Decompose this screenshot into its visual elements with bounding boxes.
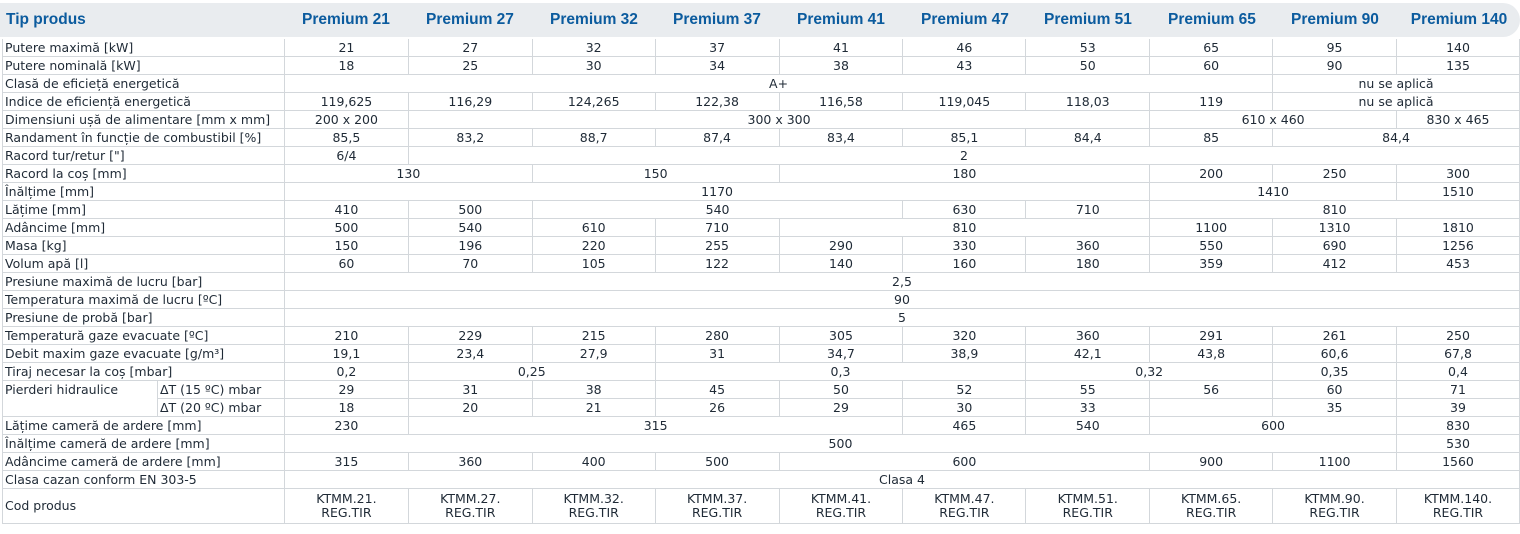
row-label: Debit maxim gaze evacuate [g/m³] xyxy=(3,345,285,363)
table-cell: 0,35 xyxy=(1273,363,1397,381)
table-cell: nu se aplică xyxy=(1273,75,1520,93)
table-cell: 280 xyxy=(655,327,779,345)
table-cell: 600 xyxy=(1150,417,1397,435)
table-cell: 21 xyxy=(532,399,655,417)
table-cell: 196 xyxy=(408,237,532,255)
table-cell: 0,3 xyxy=(655,363,1026,381)
table-cell: 122,38 xyxy=(655,93,779,111)
model-header: Premium 27 xyxy=(426,11,514,28)
table-cell: 119,625 xyxy=(284,93,408,111)
table-cell: 500 xyxy=(655,453,779,471)
model-header: Premium 65 xyxy=(1168,11,1256,28)
table-cell: 500 xyxy=(284,219,408,237)
table-row xyxy=(3,237,1520,255)
table-cell: Clasa 4 xyxy=(284,471,1519,489)
table-cell: 630 xyxy=(903,201,1026,219)
table-cell: 291 xyxy=(1150,327,1273,345)
table-cell: 1170 xyxy=(284,183,1149,201)
table-cell: 119 xyxy=(1150,93,1273,111)
table-cell: 50 xyxy=(1026,57,1150,75)
table-row xyxy=(3,453,1520,471)
table-cell: 215 xyxy=(532,327,655,345)
table-cell: 21 xyxy=(284,39,408,57)
row-label: Dimensiuni ușă de alimentare [mm x mm] xyxy=(3,111,285,129)
model-header: Premium 41 xyxy=(797,11,885,28)
table-cell: 830 xyxy=(1396,417,1519,435)
spec-table-body xyxy=(3,39,1520,524)
cell-line: KTMM.140. xyxy=(1423,491,1493,506)
table-cell: 105 xyxy=(532,255,655,273)
table-row xyxy=(3,435,1520,453)
row-sublabel: ΔT (15 ºC) mbar xyxy=(157,381,284,399)
table-cell: 261 xyxy=(1273,327,1397,345)
row-label: Adâncime cameră de ardere [mm] xyxy=(3,453,285,471)
table-cell: 83,2 xyxy=(408,129,532,147)
table-cell: 29 xyxy=(779,399,903,417)
table-row xyxy=(3,417,1520,435)
table-cell: 88,7 xyxy=(532,129,655,147)
row-label: Volum apă [l] xyxy=(3,255,285,273)
table-cell: 305 xyxy=(779,327,903,345)
table-row xyxy=(3,363,1520,381)
table-cell: 55 xyxy=(1026,381,1150,399)
model-header: Premium 90 xyxy=(1291,11,1379,28)
cell-line: KTMM.41. xyxy=(810,491,872,506)
table-cell: 87,4 xyxy=(655,129,779,147)
cell-line: KTMM.27. xyxy=(440,491,501,506)
table-cell: 56 xyxy=(1150,381,1273,399)
table-cell: 31 xyxy=(655,345,779,363)
table-cell: 29 xyxy=(284,381,408,399)
table-cell xyxy=(779,489,903,524)
table-cell: 1100 xyxy=(1150,219,1273,237)
table-cell: 140 xyxy=(1396,39,1519,57)
table-row xyxy=(3,165,1520,183)
table-cell: 67,8 xyxy=(1396,345,1519,363)
table-cell: 710 xyxy=(655,219,779,237)
header-row-label: Tip produs xyxy=(6,11,86,28)
table-row xyxy=(3,111,1520,129)
table-cell: nu se aplică xyxy=(1273,93,1520,111)
table-row xyxy=(3,39,1520,57)
table-cell: 43 xyxy=(903,57,1026,75)
table-cell: 300 xyxy=(1396,165,1519,183)
table-cell xyxy=(1150,399,1273,417)
table-cell: 46 xyxy=(903,39,1026,57)
table-cell: 360 xyxy=(1026,237,1150,255)
table-cell: 116,58 xyxy=(779,93,903,111)
table-cell: 360 xyxy=(1026,327,1150,345)
table-cell: 229 xyxy=(408,327,532,345)
table-cell: 330 xyxy=(903,237,1026,255)
table-cell: 5 xyxy=(284,309,1519,327)
table-cell: 85,1 xyxy=(903,129,1026,147)
table-cell: 20 xyxy=(408,399,532,417)
table-cell: 35 xyxy=(1273,399,1397,417)
table-cell: 27,9 xyxy=(532,345,655,363)
row-label: Putere nominală [kW] xyxy=(3,57,285,75)
table-cell: 200 xyxy=(1150,165,1273,183)
cell-line: REG.TIR xyxy=(1186,505,1237,520)
table-cell: 1560 xyxy=(1396,453,1519,471)
table-cell: 85 xyxy=(1150,129,1273,147)
table-cell: 1100 xyxy=(1273,453,1397,471)
cell-line: KTMM.47. xyxy=(934,491,995,506)
table-cell: 540 xyxy=(532,201,903,219)
model-header: Premium 32 xyxy=(550,11,638,28)
table-header xyxy=(0,3,1520,37)
table-cell: 45 xyxy=(655,381,779,399)
table-cell xyxy=(903,489,1026,524)
cell-line: REG.TIR xyxy=(815,505,867,520)
row-label: Presiune maximă de lucru [bar] xyxy=(3,273,285,291)
table-cell: 1310 xyxy=(1273,219,1397,237)
cell-line: KTMM.90. xyxy=(1304,491,1365,506)
table-cell: 315 xyxy=(284,453,408,471)
table-cell: 412 xyxy=(1273,255,1397,273)
table-cell: 41 xyxy=(779,39,903,57)
table-cell: 34,7 xyxy=(779,345,903,363)
table-cell: 30 xyxy=(532,57,655,75)
row-label: Temperatura maximă de lucru [ºC] xyxy=(3,291,285,309)
table-cell: 320 xyxy=(903,327,1026,345)
table-row xyxy=(3,471,1520,489)
cell-line: REG.TIR xyxy=(691,505,743,520)
model-header: Premium 47 xyxy=(921,11,1009,28)
table-cell: 1256 xyxy=(1396,237,1519,255)
table-cell: 0,4 xyxy=(1396,363,1519,381)
table-cell xyxy=(1026,489,1150,524)
table-cell xyxy=(1396,489,1519,524)
row-label: Temperatură gaze evacuate [ºC] xyxy=(3,327,285,345)
table-cell: 690 xyxy=(1273,237,1397,255)
row-label: Înălțime cameră de ardere [mm] xyxy=(3,435,285,453)
row-label: Indice de eficiență energetică xyxy=(3,93,285,111)
table-row xyxy=(3,345,1520,363)
table-cell: 0,32 xyxy=(1026,363,1273,381)
table-cell: 255 xyxy=(655,237,779,255)
table-cell: 530 xyxy=(1396,435,1519,453)
model-header: Premium 37 xyxy=(673,11,761,28)
table-cell: 210 xyxy=(284,327,408,345)
table-cell: 95 xyxy=(1273,39,1397,57)
table-row xyxy=(3,75,1520,93)
table-cell: 453 xyxy=(1396,255,1519,273)
table-cell: 84,4 xyxy=(1273,129,1520,147)
table-cell: 90 xyxy=(1273,57,1397,75)
table-cell: 60 xyxy=(284,255,408,273)
model-header: Premium 140 xyxy=(1410,11,1508,28)
table-cell xyxy=(408,489,532,524)
model-header: Premium 51 xyxy=(1044,11,1132,28)
table-cell: 1810 xyxy=(1396,219,1519,237)
table-cell: 31 xyxy=(408,381,532,399)
table-cell xyxy=(1150,489,1273,524)
cell-line: REG.TIR xyxy=(1062,505,1113,520)
table-cell: 85,5 xyxy=(284,129,408,147)
row-label: Lățime [mm] xyxy=(3,201,285,219)
table-cell: 34 xyxy=(655,57,779,75)
row-label: Putere maximă [kW] xyxy=(3,39,285,57)
table-cell: 19,1 xyxy=(284,345,408,363)
cell-line: REG.TIR xyxy=(445,505,496,520)
row-label: Adâncime [mm] xyxy=(3,219,285,237)
spec-table xyxy=(2,39,1520,524)
cell-line: KTMM.32. xyxy=(563,491,624,506)
table-cell: A+ xyxy=(284,75,1272,93)
table-cell: 84,4 xyxy=(1026,129,1150,147)
table-cell: 70 xyxy=(408,255,532,273)
table-cell xyxy=(532,489,655,524)
row-label: Randament în funcție de combustibil [%] xyxy=(3,129,285,147)
table-cell: 900 xyxy=(1150,453,1273,471)
row-label: Lățime cameră de ardere [mm] xyxy=(3,417,285,435)
row-label: Înălțime [mm] xyxy=(3,183,285,201)
row-sublabel: ΔT (20 ºC) mbar xyxy=(157,399,284,417)
table-cell: 830 x 465 xyxy=(1396,111,1519,129)
table-cell: 119,045 xyxy=(903,93,1026,111)
table-cell: 43,8 xyxy=(1150,345,1273,363)
table-cell: 290 xyxy=(779,237,903,255)
table-cell: 130 xyxy=(284,165,532,183)
cell-line: REG.TIR xyxy=(1432,505,1484,520)
table-cell: 18 xyxy=(284,57,408,75)
table-cell xyxy=(655,489,779,524)
table-cell: 26 xyxy=(655,399,779,417)
row-label: Masa [kg] xyxy=(3,237,285,255)
table-cell: 118,03 xyxy=(1026,93,1150,111)
table-cell: 124,265 xyxy=(532,93,655,111)
table-cell: 300 x 300 xyxy=(408,111,1149,129)
table-cell: 220 xyxy=(532,237,655,255)
row-label: Tiraj necesar la coș [mbar] xyxy=(3,363,285,381)
table-cell: 150 xyxy=(284,237,408,255)
model-header: Premium 21 xyxy=(302,11,390,28)
table-cell xyxy=(284,489,408,524)
table-cell: 410 xyxy=(284,201,408,219)
table-cell: 230 xyxy=(284,417,408,435)
table-cell: 315 xyxy=(408,417,903,435)
cell-line: REG.TIR xyxy=(321,505,372,520)
table-row xyxy=(3,273,1520,291)
table-cell: 1510 xyxy=(1396,183,1519,201)
table-cell: 37 xyxy=(655,39,779,57)
table-cell: 52 xyxy=(903,381,1026,399)
table-row xyxy=(3,183,1520,201)
table-cell: 65 xyxy=(1150,39,1273,57)
row-label: Racord tur/retur ["] xyxy=(3,147,285,165)
table-cell: 60 xyxy=(1273,381,1397,399)
table-cell: 38 xyxy=(532,381,655,399)
table-cell: 2 xyxy=(408,147,1519,165)
cell-line: KTMM.37. xyxy=(686,491,748,506)
table-cell: 250 xyxy=(1273,165,1397,183)
table-cell: 83,4 xyxy=(779,129,903,147)
table-cell: 140 xyxy=(779,255,903,273)
table-cell: 6/4 xyxy=(284,147,408,165)
table-cell: 38,9 xyxy=(903,345,1026,363)
table-row xyxy=(3,57,1520,75)
table-cell: 32 xyxy=(532,39,655,57)
table-cell: 23,4 xyxy=(408,345,532,363)
table-cell: 710 xyxy=(1026,201,1150,219)
cell-line: KTMM.65. xyxy=(1181,491,1242,506)
table-cell: 250 xyxy=(1396,327,1519,345)
table-row xyxy=(3,129,1520,147)
table-row xyxy=(3,93,1520,111)
table-cell: 50 xyxy=(779,381,903,399)
table-cell: 33 xyxy=(1026,399,1150,417)
table-cell: 60,6 xyxy=(1273,345,1397,363)
table-row xyxy=(3,327,1520,345)
table-cell: 42,1 xyxy=(1026,345,1150,363)
table-row xyxy=(3,399,1520,417)
table-cell: 18 xyxy=(284,399,408,417)
cell-line: REG.TIR xyxy=(568,505,619,520)
table-row xyxy=(3,489,1520,524)
table-cell: 116,29 xyxy=(408,93,532,111)
table-row xyxy=(3,309,1520,327)
table-cell: 39 xyxy=(1396,399,1519,417)
table-row xyxy=(3,381,1520,399)
table-row xyxy=(3,219,1520,237)
table-cell: 610 x 460 xyxy=(1150,111,1397,129)
table-cell: 150 xyxy=(532,165,779,183)
table-row xyxy=(3,291,1520,309)
table-row xyxy=(3,255,1520,273)
table-cell: 2,5 xyxy=(284,273,1519,291)
table-cell: 53 xyxy=(1026,39,1150,57)
table-row xyxy=(3,201,1520,219)
table-cell: 200 x 200 xyxy=(284,111,408,129)
table-row xyxy=(3,147,1520,165)
table-cell: 38 xyxy=(779,57,903,75)
table-cell: 360 xyxy=(408,453,532,471)
table-cell: 0,2 xyxy=(284,363,408,381)
table-cell: 500 xyxy=(408,201,532,219)
table-cell: 27 xyxy=(408,39,532,57)
table-cell: 0,25 xyxy=(408,363,655,381)
table-cell: 180 xyxy=(1026,255,1150,273)
table-cell: 1410 xyxy=(1150,183,1397,201)
row-label: Clasă de eficieță energetică xyxy=(3,75,285,93)
table-cell: 540 xyxy=(1026,417,1150,435)
cell-line: KTMM.51. xyxy=(1057,491,1118,506)
table-cell: 359 xyxy=(1150,255,1273,273)
table-cell: 400 xyxy=(532,453,655,471)
table-cell: 540 xyxy=(408,219,532,237)
table-cell: 160 xyxy=(903,255,1026,273)
table-cell: 135 xyxy=(1396,57,1519,75)
table-cell: 180 xyxy=(779,165,1150,183)
cell-line: REG.TIR xyxy=(939,505,990,520)
table-cell: 30 xyxy=(903,399,1026,417)
row-label: Clasa cazan conform EN 303-5 xyxy=(3,471,285,489)
table-cell: 465 xyxy=(903,417,1026,435)
row-label: Presiune de probă [bar] xyxy=(3,309,285,327)
table-cell: 550 xyxy=(1150,237,1273,255)
row-group-label: Pierderi hidraulice xyxy=(3,381,158,417)
row-label: Racord la coș [mm] xyxy=(3,165,285,183)
table-cell: 25 xyxy=(408,57,532,75)
table-cell: 60 xyxy=(1150,57,1273,75)
table-cell: 71 xyxy=(1396,381,1519,399)
row-label: Cod produs xyxy=(3,489,285,524)
table-cell xyxy=(1273,489,1397,524)
table-cell: 610 xyxy=(532,219,655,237)
table-cell: 500 xyxy=(284,435,1396,453)
cell-line: REG.TIR xyxy=(1309,505,1360,520)
table-cell: 90 xyxy=(284,291,1519,309)
cell-line: KTMM.21. xyxy=(316,491,377,506)
table-cell: 122 xyxy=(655,255,779,273)
table-cell: 810 xyxy=(1150,201,1520,219)
table-cell: 810 xyxy=(779,219,1150,237)
table-cell: 600 xyxy=(779,453,1150,471)
